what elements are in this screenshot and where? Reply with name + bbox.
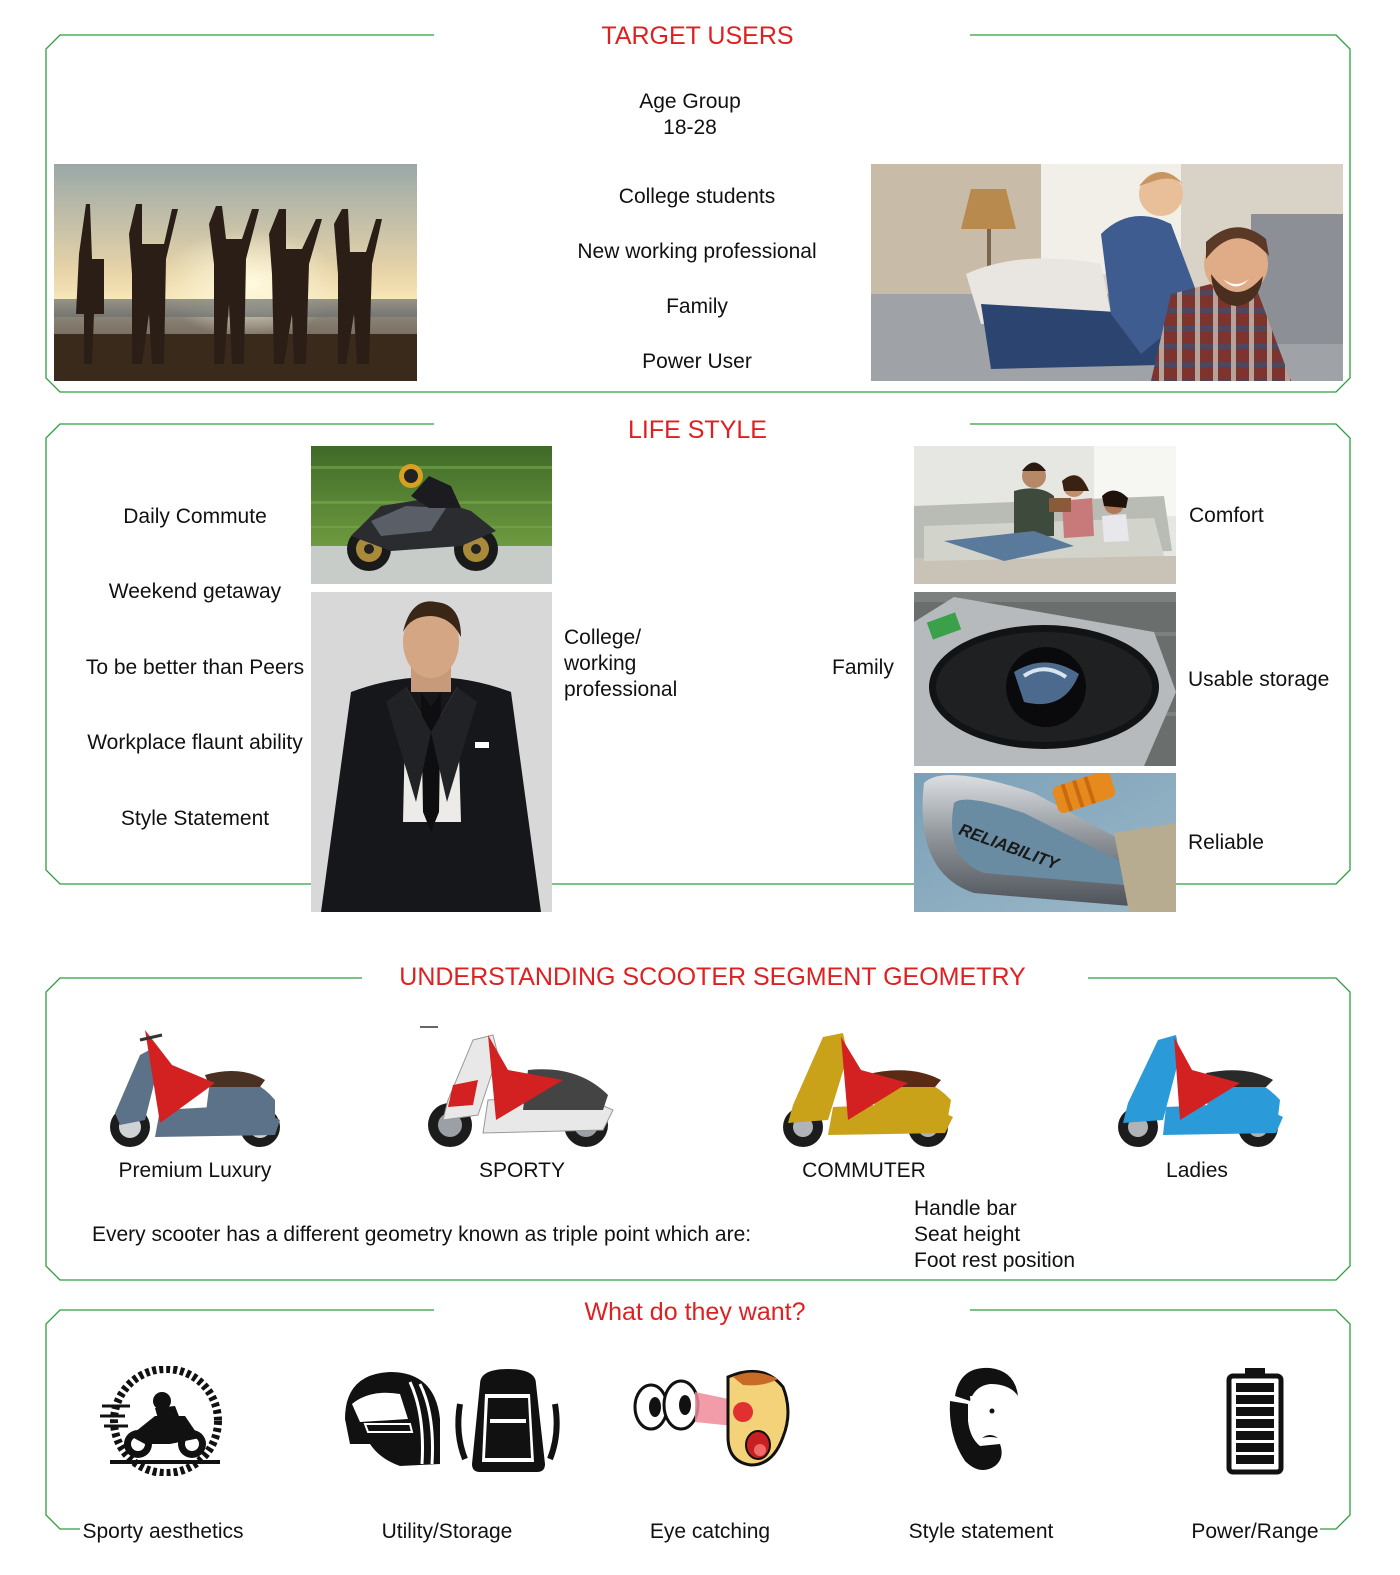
age-group-label: Age Group	[639, 90, 741, 113]
reliability-carabiner-photo	[914, 773, 1176, 912]
lifestyle-item-better-than-peers: To be better than Peers	[85, 656, 305, 679]
lifestyle-item-comfort: Comfort	[1189, 504, 1264, 527]
sportbike-rider-photo	[311, 446, 552, 584]
life-style-title: LIFE STYLE	[628, 416, 767, 444]
want-label-power-range: Power/Range	[1191, 1520, 1319, 1543]
scooter-storage-photo	[914, 592, 1176, 766]
bearded-man-icon	[940, 1366, 1020, 1476]
helmet-backpack-icon	[340, 1364, 560, 1476]
want-label-utility-storage: Utility/Storage	[381, 1520, 513, 1543]
premium-luxury-scooter-image	[100, 1025, 290, 1150]
college-working-line-1: College/	[564, 626, 642, 649]
target-item-family: Family	[666, 295, 728, 318]
target-users-title: TARGET USERS	[601, 22, 794, 50]
man-in-suit-photo	[311, 592, 552, 912]
lifestyle-item-workplace-flaunt: Workplace flaunt ability	[87, 731, 303, 754]
triple-point-seat-height: Seat height	[914, 1223, 1021, 1246]
wants-title: What do they want?	[584, 1298, 806, 1326]
want-label-style-statement: Style statement	[908, 1520, 1054, 1543]
target-item-power-user: Power User	[642, 350, 752, 373]
lifestyle-item-weekend-getaway: Weekend getaway	[108, 580, 282, 603]
reliability-engraving: RELIABILITY	[956, 819, 1062, 874]
lifestyle-item-usable-storage: Usable storage	[1188, 668, 1330, 691]
geometry-title: UNDERSTANDING SCOOTER SEGMENT GEOMETRY	[399, 963, 1026, 991]
sport-bike-icon	[100, 1366, 225, 1476]
want-label-sporty-aesthetics: Sporty aesthetics	[82, 1520, 244, 1543]
battery-icon	[1225, 1366, 1285, 1476]
lifestyle-item-reliable: Reliable	[1188, 831, 1264, 854]
age-range: 18-28	[663, 116, 717, 139]
segment-label-premium-luxury: Premium Luxury	[118, 1159, 272, 1182]
triple-point-handle-bar: Handle bar	[914, 1197, 1017, 1220]
want-label-eye-catching: Eye catching	[649, 1520, 771, 1543]
college-working-line-2: working	[564, 652, 637, 675]
lifestyle-item-daily-commute: Daily Commute	[123, 505, 267, 528]
eyes-icon	[633, 1367, 793, 1467]
commuter-scooter-image	[773, 1025, 958, 1150]
father-son-photo	[871, 164, 1343, 381]
triple-point-foot-rest: Foot rest position	[914, 1249, 1076, 1272]
target-item-college: College students	[618, 185, 776, 208]
sporty-scooter-image	[418, 1025, 618, 1150]
lifestyle-item-style-statement: Style Statement	[120, 807, 270, 830]
family-couch-photo	[914, 446, 1176, 584]
segment-label-sporty: SPORTY	[479, 1159, 565, 1182]
family-label: Family	[832, 656, 894, 679]
segment-label-commuter: COMMUTER	[802, 1159, 926, 1182]
target-item-professional: New working professional	[577, 240, 817, 263]
geometry-description: Every scooter has a different geometry known as triple point which are:	[92, 1223, 752, 1246]
segment-label-ladies: Ladies	[1166, 1159, 1228, 1182]
college-working-line-3: professional	[564, 678, 678, 701]
ladies-scooter-image	[1108, 1025, 1288, 1150]
friends-beach-photo	[54, 164, 417, 381]
